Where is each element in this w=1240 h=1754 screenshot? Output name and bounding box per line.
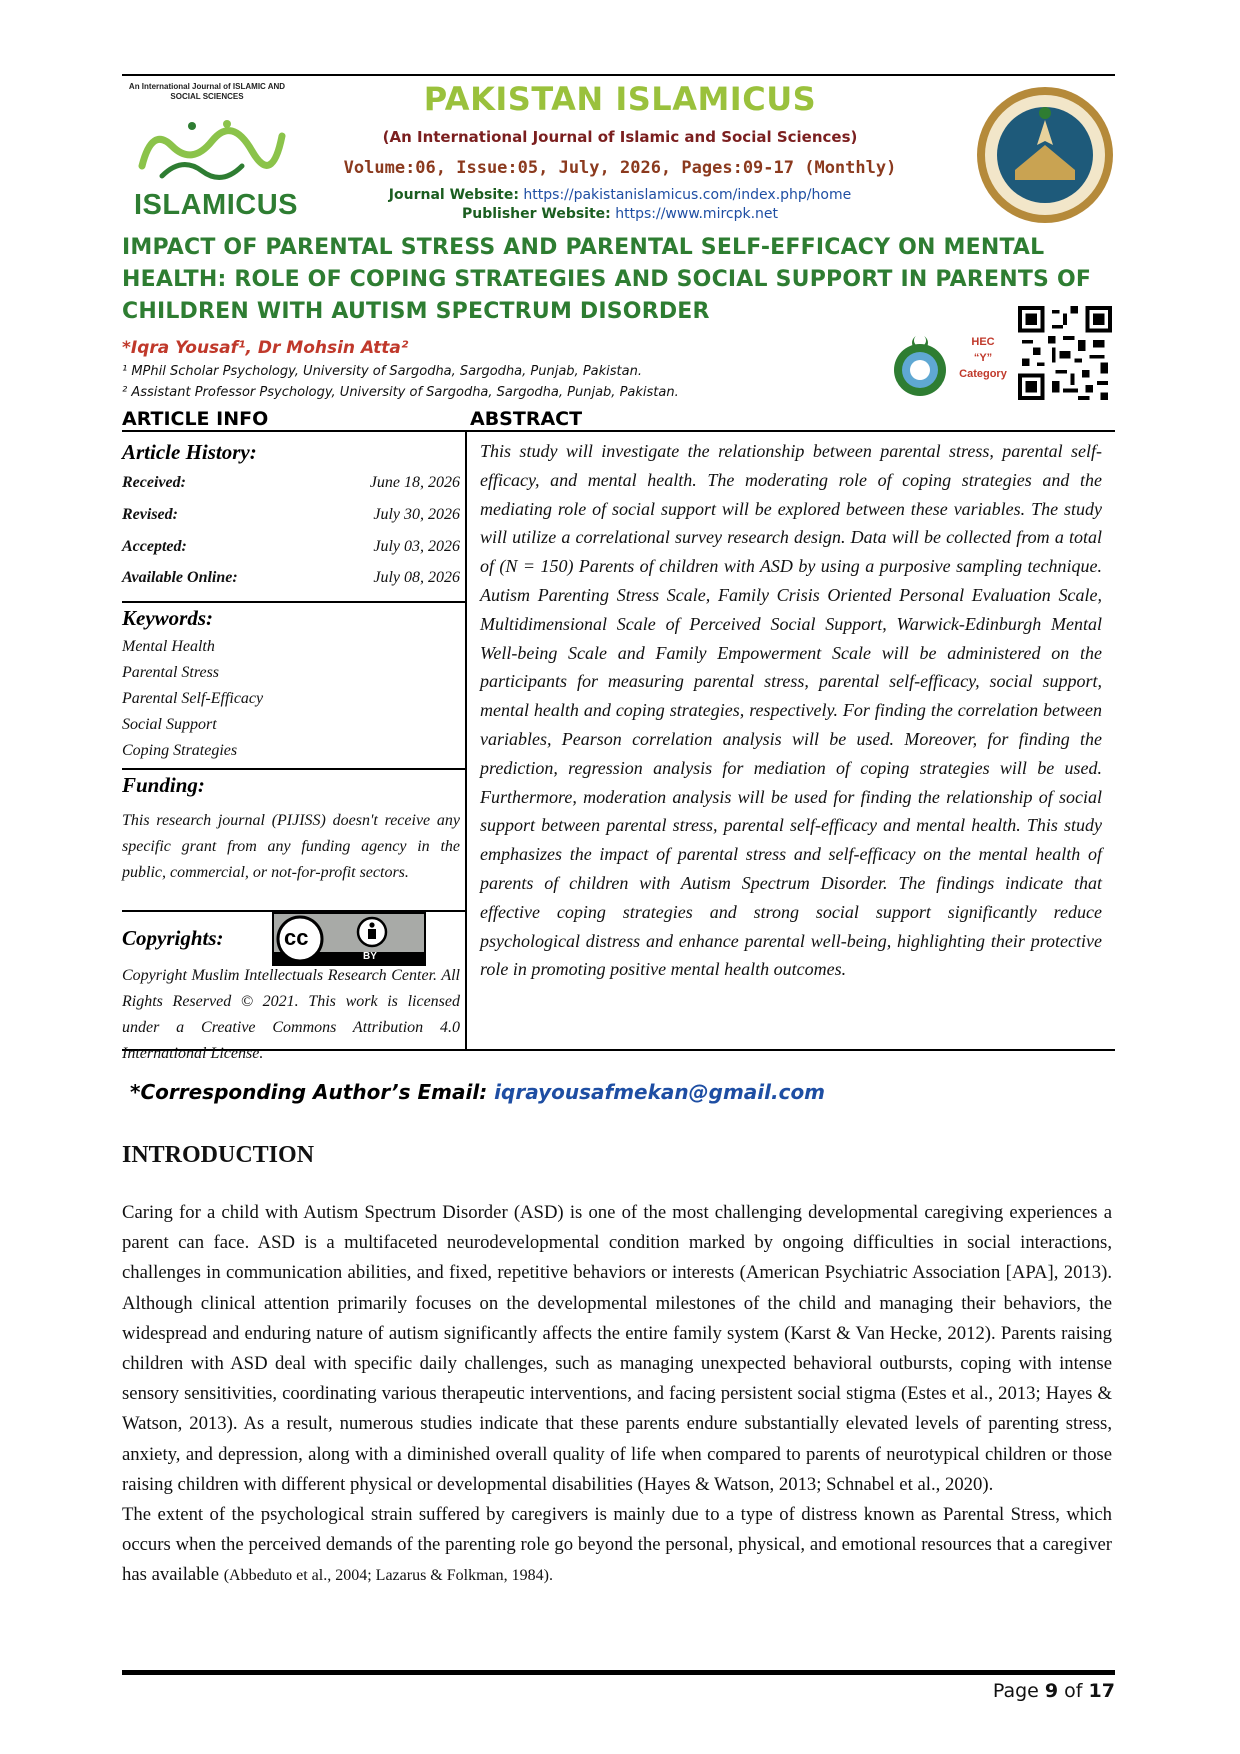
history-received	[122, 474, 460, 492]
logo-small-text: An International Journal of ISLAMIC AND SOCIAL SCIENCES	[128, 82, 286, 101]
footer-rule	[122, 1670, 1115, 1675]
corresponding-author	[130, 1080, 825, 1104]
mirc-seal-icon	[975, 85, 1115, 225]
journal-website	[300, 187, 940, 203]
page-word: Page	[992, 1680, 1039, 1702]
top-rule	[122, 74, 1115, 76]
logo-big-text: ISLAMICUS	[134, 189, 298, 221]
keyword-item: Coping Strategies	[122, 742, 238, 759]
cc-label: cc	[284, 925, 309, 950]
cc-by-icon[interactable]	[272, 912, 426, 966]
page-current: 9	[1044, 1680, 1059, 1702]
hec-label	[958, 334, 1008, 382]
authors: *Iqra Yousaf¹, Dr Mohsin Atta²	[122, 338, 409, 358]
history-value: July 08, 2026	[373, 569, 460, 586]
hec-line-2: “Y”	[973, 352, 993, 364]
history-rule	[122, 601, 465, 603]
corresponding-email-link[interactable]: iqrayousafmekan@gmail.com	[494, 1080, 826, 1104]
journal-website-link[interactable]: https://pakistanislamicus.com/index.php/home	[523, 187, 852, 203]
introduction-heading: INTRODUCTION	[122, 1142, 315, 1168]
by-label: BY	[363, 951, 377, 962]
hec-logo-icon	[888, 330, 1008, 402]
calligraphy-icon	[122, 106, 292, 186]
intro-paragraph-2-text: The extent of the psychological strain suffered by caregivers is mainly due to a type of distress known as Parental Stress, which occurs when the perceived demands of the parenting role go beyond the personal, physical, and emotional resources that a caregiver has available	[122, 1504, 1112, 1586]
funding-heading: Funding:	[122, 773, 205, 797]
article-title: IMPACT OF PARENTAL STRESS AND PARENTAL SELF-EFFICACY ON MENTAL HEALTH: ROLE OF COPING STRATEGIES AND SOCIAL SUPPORT IN PARENTS OF CHILDREN WITH AUTISM SPECTRUM DISORDER	[122, 235, 1092, 324]
history-value: July 30, 2026	[373, 506, 460, 523]
page-of: of	[1064, 1680, 1083, 1702]
keyword-item: Mental Health	[122, 638, 215, 655]
history-value: June 18, 2026	[369, 474, 460, 491]
info-top-rule	[122, 430, 1115, 432]
keyword-item: Parental Stress	[122, 664, 220, 681]
journal-title: PAKISTAN ISLAMICUS	[423, 80, 817, 118]
info-divider	[465, 432, 467, 1049]
introduction-body	[122, 1198, 1112, 1592]
abstract-text: This study will investigate the relationship between parental stress, parental self-efficacy, and mental health. The moderating role of coping strategies and the mediating role of social support will be explored between these variables. The study will utilize a correlational survey research design. Data will be collected from a total of (N = 150) Parents of children with ASD by using a purposive sampling technique. Autism Parenting Stress Scale, Family Crisis Oriented Personal Evaluation Scale, Multidimensional Scale of Perceived Social Support, Warwick-Edinburgh Mental Well-being Scale and Family Empowerment Scale will be administered on the participants for measuring parental stress, parental self-efficacy, social support, mental health and coping strategies, respectively. For finding the correlation between variables, Pearson correlation analysis will be used. Moreover, for finding the prediction, regression analysis for mediation of coping strategies will be used. Furthermore, moderation analysis will be used for finding the relationship of social support between parental stress, parental self-efficacy and mental health. This study emphasizes the impact of parental stress and self-efficacy on the mental health of parents of children with Autism Spectrum Disorder. The findings indicate that effective coping strategies and strong social support significantly reduce psychological distress and enhance parental well-being, highlighting their protective role in promoting positive mental health outcomes.	[480, 441, 1102, 980]
article-history-heading: Article History:	[122, 440, 257, 464]
publisher-website-label: Publisher Website:	[461, 206, 611, 222]
corresponding-label: *Corresponding Author’s Email:	[130, 1080, 488, 1104]
funding-text: This research journal (PIJISS) doesn't receive any specific grant from any funding agency in the public, commercial, or not-for-profit sectors.	[122, 812, 460, 881]
islamicus-logo-icon	[122, 82, 298, 222]
intro-paragraph-1: Caring for a child with Autism Spectrum Disorder (ASD) is one of the most challenging developmental caregiving experiences a parent can face. ASD is a multifaceted neurodevelopmental condition marked by ongoing difficulties in social interactions, challenges in communication abilities, and fixed, repetitive behaviors or interests (American Psychiatric Association [APA], 2013). Although clinical attention primarily focuses on the developmental milestones of the child and managing their behaviors, the widespread and enduring nature of autism significantly affects the entire family system (Karst & Van Hecke, 2012). Parents raising children with ASD deal with specific daily challenges, such as managing unexpected behavioral outbursts, coping with intense sensory sensitivities, coordinating various therapeutic interventions, and facing persistent social stigma (Estes et al., 2013; Hayes & Watson, 2013). As a result, numerous studies indicate that these parents endure substantially elevated levels of parenting stress, anxiety, and depression, along with a diminished overall quality of life when compared to parents of neurotypical children or those raising children with different physical or developmental disabilities (Hayes & Watson, 2013; Schnabel et al., 2020).	[122, 1202, 1112, 1495]
publisher-website	[300, 206, 940, 222]
page-number	[990, 1680, 1115, 1702]
history-label: Revised:	[122, 506, 178, 523]
history-label: Accepted:	[122, 538, 187, 555]
journal-subtitle: (An International Journal of Islamic and Social Sciences)	[382, 128, 858, 146]
history-value: July 03, 2026	[373, 538, 460, 555]
publisher-website-link[interactable]: https://www.mircpk.net	[615, 206, 779, 222]
history-revised	[122, 506, 460, 524]
keyword-item: Parental Self-Efficacy	[122, 690, 264, 707]
history-available-online	[122, 569, 460, 587]
hec-line-3: Category	[959, 368, 1007, 380]
keyword-item: Social Support	[122, 716, 217, 733]
abstract-heading: ABSTRACT	[470, 408, 583, 430]
page-total: 17	[1088, 1680, 1115, 1702]
volume-line: Volume:06, Issue:05, July, 2026, Pages:09-17 (Monthly)	[343, 158, 897, 178]
article-info-heading: ARTICLE INFO	[122, 408, 269, 430]
hec-line-1: HEC	[971, 336, 995, 348]
journal-website-label: Journal Website:	[388, 187, 519, 203]
history-label: Received:	[122, 474, 186, 491]
copyright-text: Copyright Muslim Intellectuals Research Center. All Rights Reserved © 2021. This work is licensed under a Creative Commons Attribution 4.0 International License.	[122, 967, 460, 1062]
history-accepted	[122, 538, 460, 556]
intro-paragraph-2-citation: (Abbeduto et al., 2004; Lazarus & Folkman, 1984).	[223, 1567, 553, 1585]
copyrights-heading: Copyrights:	[122, 926, 224, 950]
affiliation-2: ² Assistant Professor Psychology, University of Sargodha, Sargodha, Punjab, Pakistan.	[122, 385, 679, 400]
history-label: Available Online:	[122, 569, 238, 586]
hec-emblem-icon	[888, 330, 952, 402]
keywords-rule	[122, 768, 465, 770]
intro-paragraph-2	[122, 1500, 1112, 1592]
keywords-heading: Keywords:	[122, 606, 213, 630]
qr-code-icon[interactable]	[1018, 306, 1112, 400]
affiliation-1: ¹ MPhil Scholar Psychology, University of Sargodha, Sargodha, Punjab, Pakistan.	[122, 364, 642, 379]
